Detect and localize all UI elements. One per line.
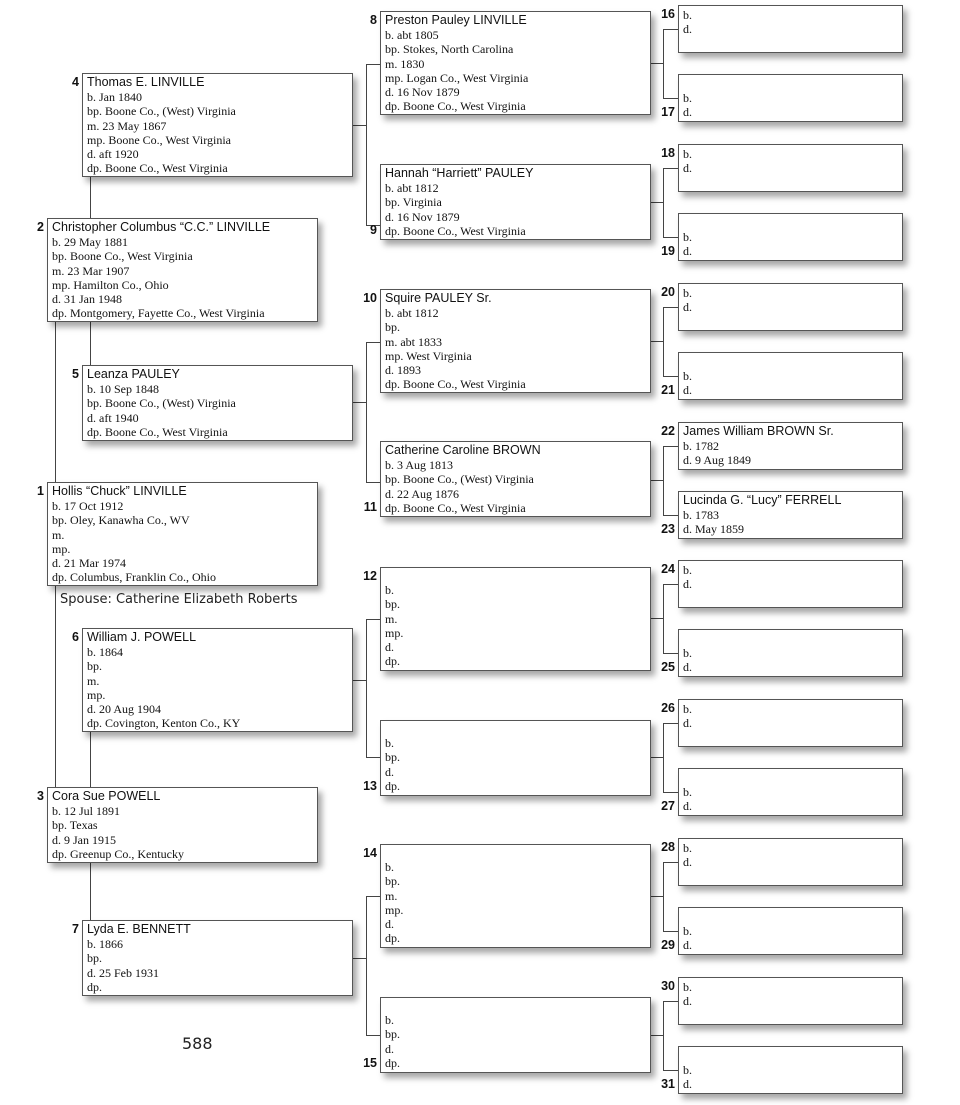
person-box-3[interactable] — [47, 787, 318, 863]
person-detail-line: d. — [683, 383, 692, 398]
connector-line — [651, 202, 663, 203]
person-detail-line: d. — [683, 855, 692, 870]
person-detail-line: d. 16 Nov 1879 — [385, 209, 460, 224]
person-name: Lyda E. BENNETT — [87, 922, 191, 936]
person-detail-line: d. 21 Mar 1974 — [52, 556, 126, 571]
connector-line — [663, 584, 664, 653]
ahnentafel-number: 25 — [661, 660, 675, 674]
person-detail-line: d. 31 Jan 1948 — [52, 292, 122, 307]
ahnentafel-number: 28 — [661, 840, 675, 854]
ahnentafel-number: 29 — [661, 938, 675, 952]
person-detail-line: bp. — [385, 874, 400, 889]
person-box-4[interactable] — [82, 73, 353, 177]
person-name: Preston Pauley LINVILLE — [385, 13, 527, 27]
connector-line — [663, 584, 678, 585]
person-detail-line: b. — [385, 1013, 394, 1027]
person-detail-line: dp. — [385, 1055, 400, 1070]
person-detail-line: d. — [683, 105, 692, 120]
ahnentafel-number: 17 — [661, 105, 675, 119]
connector-line — [663, 98, 678, 99]
connector-line — [651, 757, 663, 758]
person-detail-line: dp. Boone Co., West Virginia — [385, 223, 526, 238]
connector-line — [663, 515, 678, 516]
person-detail-line: b. — [683, 841, 692, 855]
connector-line — [366, 64, 380, 65]
person-name: Hollis “Chuck” LINVILLE — [52, 484, 187, 498]
person-detail-line: dp. Boone Co., West Virginia — [385, 377, 526, 392]
person-box-20[interactable] — [678, 283, 903, 331]
person-name — [683, 1048, 902, 1063]
person-detail-line: mp. Boone Co., West Virginia — [87, 132, 231, 147]
person-detail-line: dp. Boone Co., West Virginia — [87, 161, 228, 176]
person-detail-line: d. — [385, 640, 394, 655]
connector-line — [663, 862, 664, 931]
person-box-19[interactable] — [678, 213, 903, 261]
person-box-23[interactable] — [678, 491, 903, 539]
connector-line — [366, 619, 367, 757]
connector-line — [90, 177, 91, 218]
person-detail-line: b. — [683, 369, 692, 383]
person-box-5[interactable] — [82, 365, 353, 441]
person-detail-line: m. — [385, 611, 398, 626]
connector-line — [353, 958, 366, 959]
ahnentafel-number: 13 — [363, 779, 377, 793]
person-detail-line: bp. Virginia — [385, 195, 442, 210]
person-detail-line: b. — [683, 563, 692, 577]
person-detail-line: dp. Columbus, Franklin Co., Ohio — [52, 570, 217, 585]
connector-line — [663, 168, 678, 169]
page-number: 588 — [182, 1034, 213, 1053]
person-detail-line: dp. Boone Co., West Virginia — [385, 99, 526, 114]
ahnentafel-number: 23 — [661, 522, 675, 536]
connector-line — [651, 480, 663, 481]
connector-line — [663, 792, 678, 793]
person-box-12[interactable] — [380, 567, 651, 671]
connector-line — [663, 931, 678, 932]
person-detail-line: bp. — [385, 320, 400, 335]
ahnentafel-number: 20 — [661, 285, 675, 299]
person-detail-line: d. — [683, 161, 692, 176]
connector-line — [663, 723, 664, 792]
person-name: Lucinda G. “Lucy” FERRELL — [683, 493, 842, 507]
person-box-2[interactable] — [47, 218, 318, 322]
person-detail-line: dp. Covington, Kenton Co., KY — [87, 716, 241, 731]
person-detail-line: d. 16 Nov 1879 — [385, 85, 460, 100]
person-name: Cora Sue POWELL — [52, 789, 161, 803]
person-detail-line: bp. — [87, 951, 102, 966]
connector-line — [353, 402, 366, 403]
ahnentafel-number: 8 — [370, 13, 377, 27]
ahnentafel-number: 5 — [72, 367, 79, 381]
connector-line — [651, 63, 663, 64]
person-detail-line: mp. Hamilton Co., Ohio — [52, 277, 169, 292]
person-name: William J. POWELL — [87, 630, 197, 644]
person-detail-line: b. abt 1812 — [385, 181, 439, 195]
person-detail-line: b. — [683, 147, 692, 161]
person-detail-line: b. — [385, 860, 394, 874]
ahnentafel-number: 31 — [661, 1077, 675, 1091]
person-detail-line: d. — [683, 799, 692, 814]
ahnentafel-number: 19 — [661, 244, 675, 258]
person-detail-line: d. — [683, 577, 692, 592]
person-box-22[interactable] — [678, 422, 903, 470]
person-detail-line: b. — [683, 980, 692, 994]
person-box-8[interactable] — [380, 11, 651, 115]
connector-line — [663, 376, 678, 377]
person-detail-line: bp. Texas — [52, 818, 98, 833]
person-box-18[interactable] — [678, 144, 903, 192]
person-detail-line: b. — [385, 583, 394, 597]
connector-line — [663, 168, 664, 237]
person-detail-line: m. — [52, 527, 65, 542]
connector-line — [366, 64, 367, 225]
ahnentafel-number: 16 — [661, 7, 675, 21]
person-detail-line: d. — [385, 1041, 394, 1056]
person-detail-line: mp. — [52, 541, 71, 556]
spouse-label: Spouse: Catherine Elizabeth Roberts — [60, 592, 298, 607]
connector-line — [366, 619, 380, 620]
person-name: Hannah “Harriett” PAULEY — [385, 166, 534, 180]
person-name — [683, 770, 902, 785]
connector-line — [663, 862, 678, 863]
person-detail-line: b. 10 Sep 1848 — [87, 382, 159, 396]
person-detail-line: d. — [683, 300, 692, 315]
person-detail-line: b. 17 Oct 1912 — [52, 499, 124, 513]
person-detail-line: m. 23 Mar 1907 — [52, 263, 130, 278]
person-detail-line: d. — [683, 716, 692, 731]
person-name — [683, 76, 902, 91]
person-detail-line: b. abt 1812 — [385, 306, 439, 320]
ahnentafel-number: 6 — [72, 630, 79, 644]
person-box-10[interactable] — [380, 289, 651, 393]
person-detail-line: bp. Boone Co., (West) Virginia — [385, 472, 534, 487]
connector-line — [663, 237, 678, 238]
person-name: Catherine Caroline BROWN — [385, 443, 541, 457]
person-detail-line: b. 1782 — [683, 439, 719, 453]
ahnentafel-number: 27 — [661, 799, 675, 813]
person-name — [683, 215, 902, 230]
person-name: Leanza PAULEY — [87, 367, 180, 381]
connector-line — [90, 322, 91, 365]
person-detail-line: m. 23 May 1867 — [87, 118, 167, 133]
person-detail-line: m. 1830 — [385, 56, 425, 71]
person-name — [385, 569, 650, 583]
person-detail-line: d. 9 Aug 1849 — [683, 453, 752, 468]
connector-line — [663, 653, 678, 654]
person-detail-line: d. — [683, 244, 692, 259]
person-detail-line: b. 1866 — [87, 937, 123, 951]
person-detail-line: dp. Boone Co., West Virginia — [385, 500, 526, 515]
connector-line — [663, 307, 664, 376]
person-detail-line: mp. — [385, 625, 404, 640]
person-box-29[interactable] — [678, 907, 903, 955]
person-detail-line: mp. — [385, 902, 404, 917]
connector-line — [651, 341, 663, 342]
connector-line — [663, 723, 678, 724]
person-detail-line: b. — [683, 91, 692, 105]
person-detail-line: dp. — [385, 654, 400, 669]
person-detail-line: d. — [683, 994, 692, 1009]
person-box-16[interactable] — [678, 5, 903, 53]
person-box-6[interactable] — [82, 628, 353, 732]
ahnentafel-number: 14 — [363, 846, 377, 860]
person-box-14[interactable] — [380, 844, 651, 948]
connector-line — [651, 618, 663, 619]
person-box-15[interactable] — [380, 997, 651, 1073]
person-detail-line: dp. — [87, 979, 102, 994]
person-detail-line: m. — [87, 673, 100, 688]
person-detail-line: m. — [385, 888, 398, 903]
ahnentafel-number: 2 — [37, 220, 44, 234]
person-detail-line: b. 1783 — [683, 508, 719, 522]
connector-line — [353, 680, 366, 681]
person-box-9[interactable] — [380, 164, 651, 240]
person-box-25[interactable] — [678, 629, 903, 677]
ahnentafel-number: 1 — [37, 484, 44, 498]
person-detail-line: bp. Boone Co., (West) Virginia — [87, 396, 236, 411]
person-box-21[interactable] — [678, 352, 903, 400]
ahnentafel-number: 30 — [661, 979, 675, 993]
person-detail-line: d. 20 Aug 1904 — [87, 702, 162, 717]
person-name — [385, 722, 650, 736]
person-detail-line: dp. Greenup Co., Kentucky — [52, 846, 184, 861]
connector-line — [366, 342, 367, 482]
person-name — [683, 631, 902, 646]
connector-line — [366, 896, 367, 1035]
person-detail-line: dp. Montgomery, Fayette Co., West Virginia — [52, 306, 265, 321]
connector-line — [366, 342, 380, 343]
ahnentafel-number: 7 — [72, 922, 79, 936]
person-detail-line: dp. — [385, 931, 400, 946]
ahnentafel-number: 21 — [661, 383, 675, 397]
person-detail-line: b. 1864 — [87, 645, 123, 659]
person-box-31[interactable] — [678, 1046, 903, 1094]
person-detail-line: dp. Boone Co., West Virginia — [87, 424, 228, 439]
person-box-28[interactable] — [678, 838, 903, 886]
person-name: Christopher Columbus “C.C.” LINVILLE — [52, 220, 271, 234]
person-detail-line: d. — [385, 764, 394, 779]
connector-line — [663, 29, 664, 98]
person-detail-line: d. aft 1940 — [87, 410, 139, 425]
person-detail-line: bp. Stokes, North Carolina — [385, 42, 514, 57]
person-detail-line: b. — [385, 736, 394, 750]
connector-line — [663, 1001, 664, 1070]
connector-line — [651, 896, 663, 897]
person-detail-line: b. 12 Jul 1891 — [52, 804, 121, 818]
person-name: Squire PAULEY Sr. — [385, 291, 492, 305]
person-name — [683, 909, 902, 924]
person-detail-line: mp. West Virginia — [385, 348, 472, 363]
person-detail-line: b. — [683, 286, 692, 300]
person-detail-line: bp. — [385, 750, 400, 765]
ahnentafel-number: 3 — [37, 789, 44, 803]
ahnentafel-number: 4 — [72, 75, 79, 89]
person-detail-line: d. May 1859 — [683, 522, 744, 537]
person-box-11[interactable] — [380, 441, 651, 517]
person-detail-line: b. — [683, 230, 692, 244]
person-box-30[interactable] — [678, 977, 903, 1025]
person-detail-line: bp. Oley, Kanawha Co., WV — [52, 513, 190, 528]
person-detail-line: bp. Boone Co., (West) Virginia — [87, 104, 236, 119]
person-detail-line: b. — [683, 1063, 692, 1077]
person-detail-line: b. 3 Aug 1813 — [385, 458, 454, 472]
person-detail-line: b. — [683, 646, 692, 660]
person-detail-line: bp. — [87, 659, 102, 674]
person-name: James William BROWN Sr. — [683, 424, 834, 438]
ahnentafel-number: 24 — [661, 562, 675, 576]
person-detail-line: d. — [683, 938, 692, 953]
ahnentafel-number: 11 — [363, 500, 377, 514]
person-box-1[interactable] — [47, 482, 318, 586]
person-detail-line: d. — [683, 1077, 692, 1092]
person-detail-line: b. — [683, 702, 692, 716]
person-detail-line: b. — [683, 785, 692, 799]
person-detail-line: d. — [683, 660, 692, 675]
person-detail-line: dp. — [385, 778, 400, 793]
person-detail-line: bp. — [385, 597, 400, 612]
person-detail-line: b. 29 May 1881 — [52, 235, 128, 249]
connector-line — [90, 862, 91, 920]
ahnentafel-number: 26 — [661, 701, 675, 715]
person-detail-line: mp. Logan Co., West Virginia — [385, 70, 529, 85]
person-detail-line: d. 9 Jan 1915 — [52, 832, 116, 847]
connector-line — [663, 446, 664, 515]
connector-line — [366, 1035, 380, 1036]
person-box-17[interactable] — [678, 74, 903, 122]
ahnentafel-number: 10 — [363, 291, 377, 305]
person-name — [683, 354, 902, 369]
ahnentafel-number: 22 — [661, 424, 675, 438]
connector-line — [366, 482, 380, 483]
person-name — [385, 846, 650, 860]
person-box-27[interactable] — [678, 768, 903, 816]
person-box-7[interactable] — [82, 920, 353, 996]
person-detail-line: m. abt 1833 — [385, 334, 442, 349]
connector-line — [90, 732, 91, 787]
person-box-13[interactable] — [380, 720, 651, 796]
person-detail-line: b. Jan 1840 — [87, 90, 142, 104]
ahnentafel-number: 9 — [370, 223, 377, 237]
connector-line — [663, 29, 678, 30]
ahnentafel-number: 15 — [363, 1056, 377, 1070]
person-detail-line: d. — [385, 917, 394, 932]
connector-line — [651, 1035, 663, 1036]
connector-line — [663, 307, 678, 308]
person-detail-line: d. aft 1920 — [87, 147, 139, 162]
person-detail-line: d. 22 Aug 1876 — [385, 486, 460, 501]
person-detail-line: d. 1893 — [385, 363, 421, 378]
person-name — [385, 999, 650, 1013]
person-detail-line: b. — [683, 924, 692, 938]
connector-line — [366, 896, 380, 897]
person-detail-line: mp. — [87, 687, 106, 702]
person-box-26[interactable] — [678, 699, 903, 747]
person-detail-line: b. abt 1805 — [385, 28, 439, 42]
person-detail-line: bp. — [385, 1027, 400, 1042]
connector-line — [353, 125, 366, 126]
ahnentafel-number: 12 — [363, 569, 377, 583]
ahnentafel-number: 18 — [661, 146, 675, 160]
connector-line — [663, 446, 678, 447]
person-detail-line: d. — [683, 22, 692, 37]
person-detail-line: b. — [683, 8, 692, 22]
person-name: Thomas E. LINVILLE — [87, 75, 205, 89]
connector-line — [663, 1070, 678, 1071]
person-detail-line: d. 25 Feb 1931 — [87, 965, 159, 980]
connector-line — [663, 1001, 678, 1002]
person-detail-line: bp. Boone Co., West Virginia — [52, 249, 193, 264]
person-box-24[interactable] — [678, 560, 903, 608]
connector-line — [366, 757, 380, 758]
